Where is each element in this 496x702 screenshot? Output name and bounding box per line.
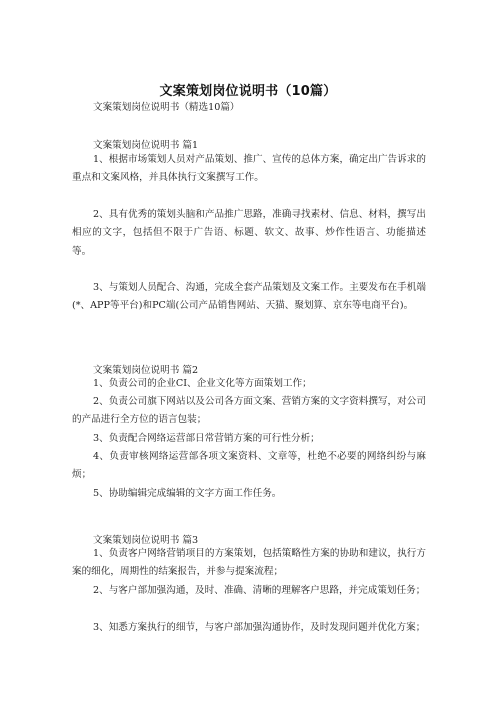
section-1-paragraph-1: 1、根据市场策划人员对产品策划、推广、宣传的总体方案，确定出广告诉求的重点和文案风格，并具体执行文案撰写工作。 [72, 154, 426, 184]
document-subtitle: 文案策划岗位说明书（精选10篇） [93, 102, 240, 113]
section-2-heading: 文案策划岗位说明书 篇2 [93, 365, 199, 376]
section-2-paragraph-1: 1、负责公司的企业CI、企业文化等方面策划工作； [93, 378, 312, 389]
section-1-paragraph-2: 2、具有优秀的策划头脑和产品推广思路，准确寻找素材、信息、材料，撰写出相应的文字，包括但不限于广告语、标题、软文、故事、炒作性语言、功能描述等。 [72, 209, 426, 257]
section-2-paragraph-5: 5、协助编辑完成编辑的文字方面工作任务。 [93, 488, 282, 499]
section-2-paragraph-2: 2、负责公司旗下网站以及公司各方面文案、营销方案的文字资料撰写，对公司的产品进行全方位的语言包装； [72, 396, 426, 426]
section-1-paragraph-3: 3、与策划人员配合、沟通，完成全套产品策划及文案工作。主要发布在手机端(*、APP等平台)和PC端(公司产品销售网站、天猫、聚划算、京东等电商平台)。 [72, 282, 426, 312]
section-3-paragraph-2: 2、与客户部加强沟通，及时、准确、清晰的理解客户思路，并完成策划任务； [93, 585, 426, 596]
section-2-paragraph-4: 4、负责审核网络运营部各项文案资料、文章等，杜绝不必要的网络纠纷与麻烦； [72, 451, 426, 481]
section-2-paragraph-3: 3、负责配合网络运营部日常营销方案的可行性分析； [93, 433, 320, 444]
section-1-heading: 文案策划岗位说明书 篇1 [93, 140, 199, 151]
section-3-heading: 文案策划岗位说明书 篇3 [93, 535, 199, 546]
document-title: 文案策划岗位说明书（10篇） [159, 84, 337, 99]
section-3-paragraph-1: 1、负责客户网络营销项目的方案策划，包括策略性方案的协助和建议，执行方案的细化，周期性的结案报告，并参与提案流程； [72, 548, 426, 578]
section-3-paragraph-3: 3、知悉方案执行的细节，与客户部加强沟通协作，及时发现问题并优化方案； [93, 622, 426, 633]
